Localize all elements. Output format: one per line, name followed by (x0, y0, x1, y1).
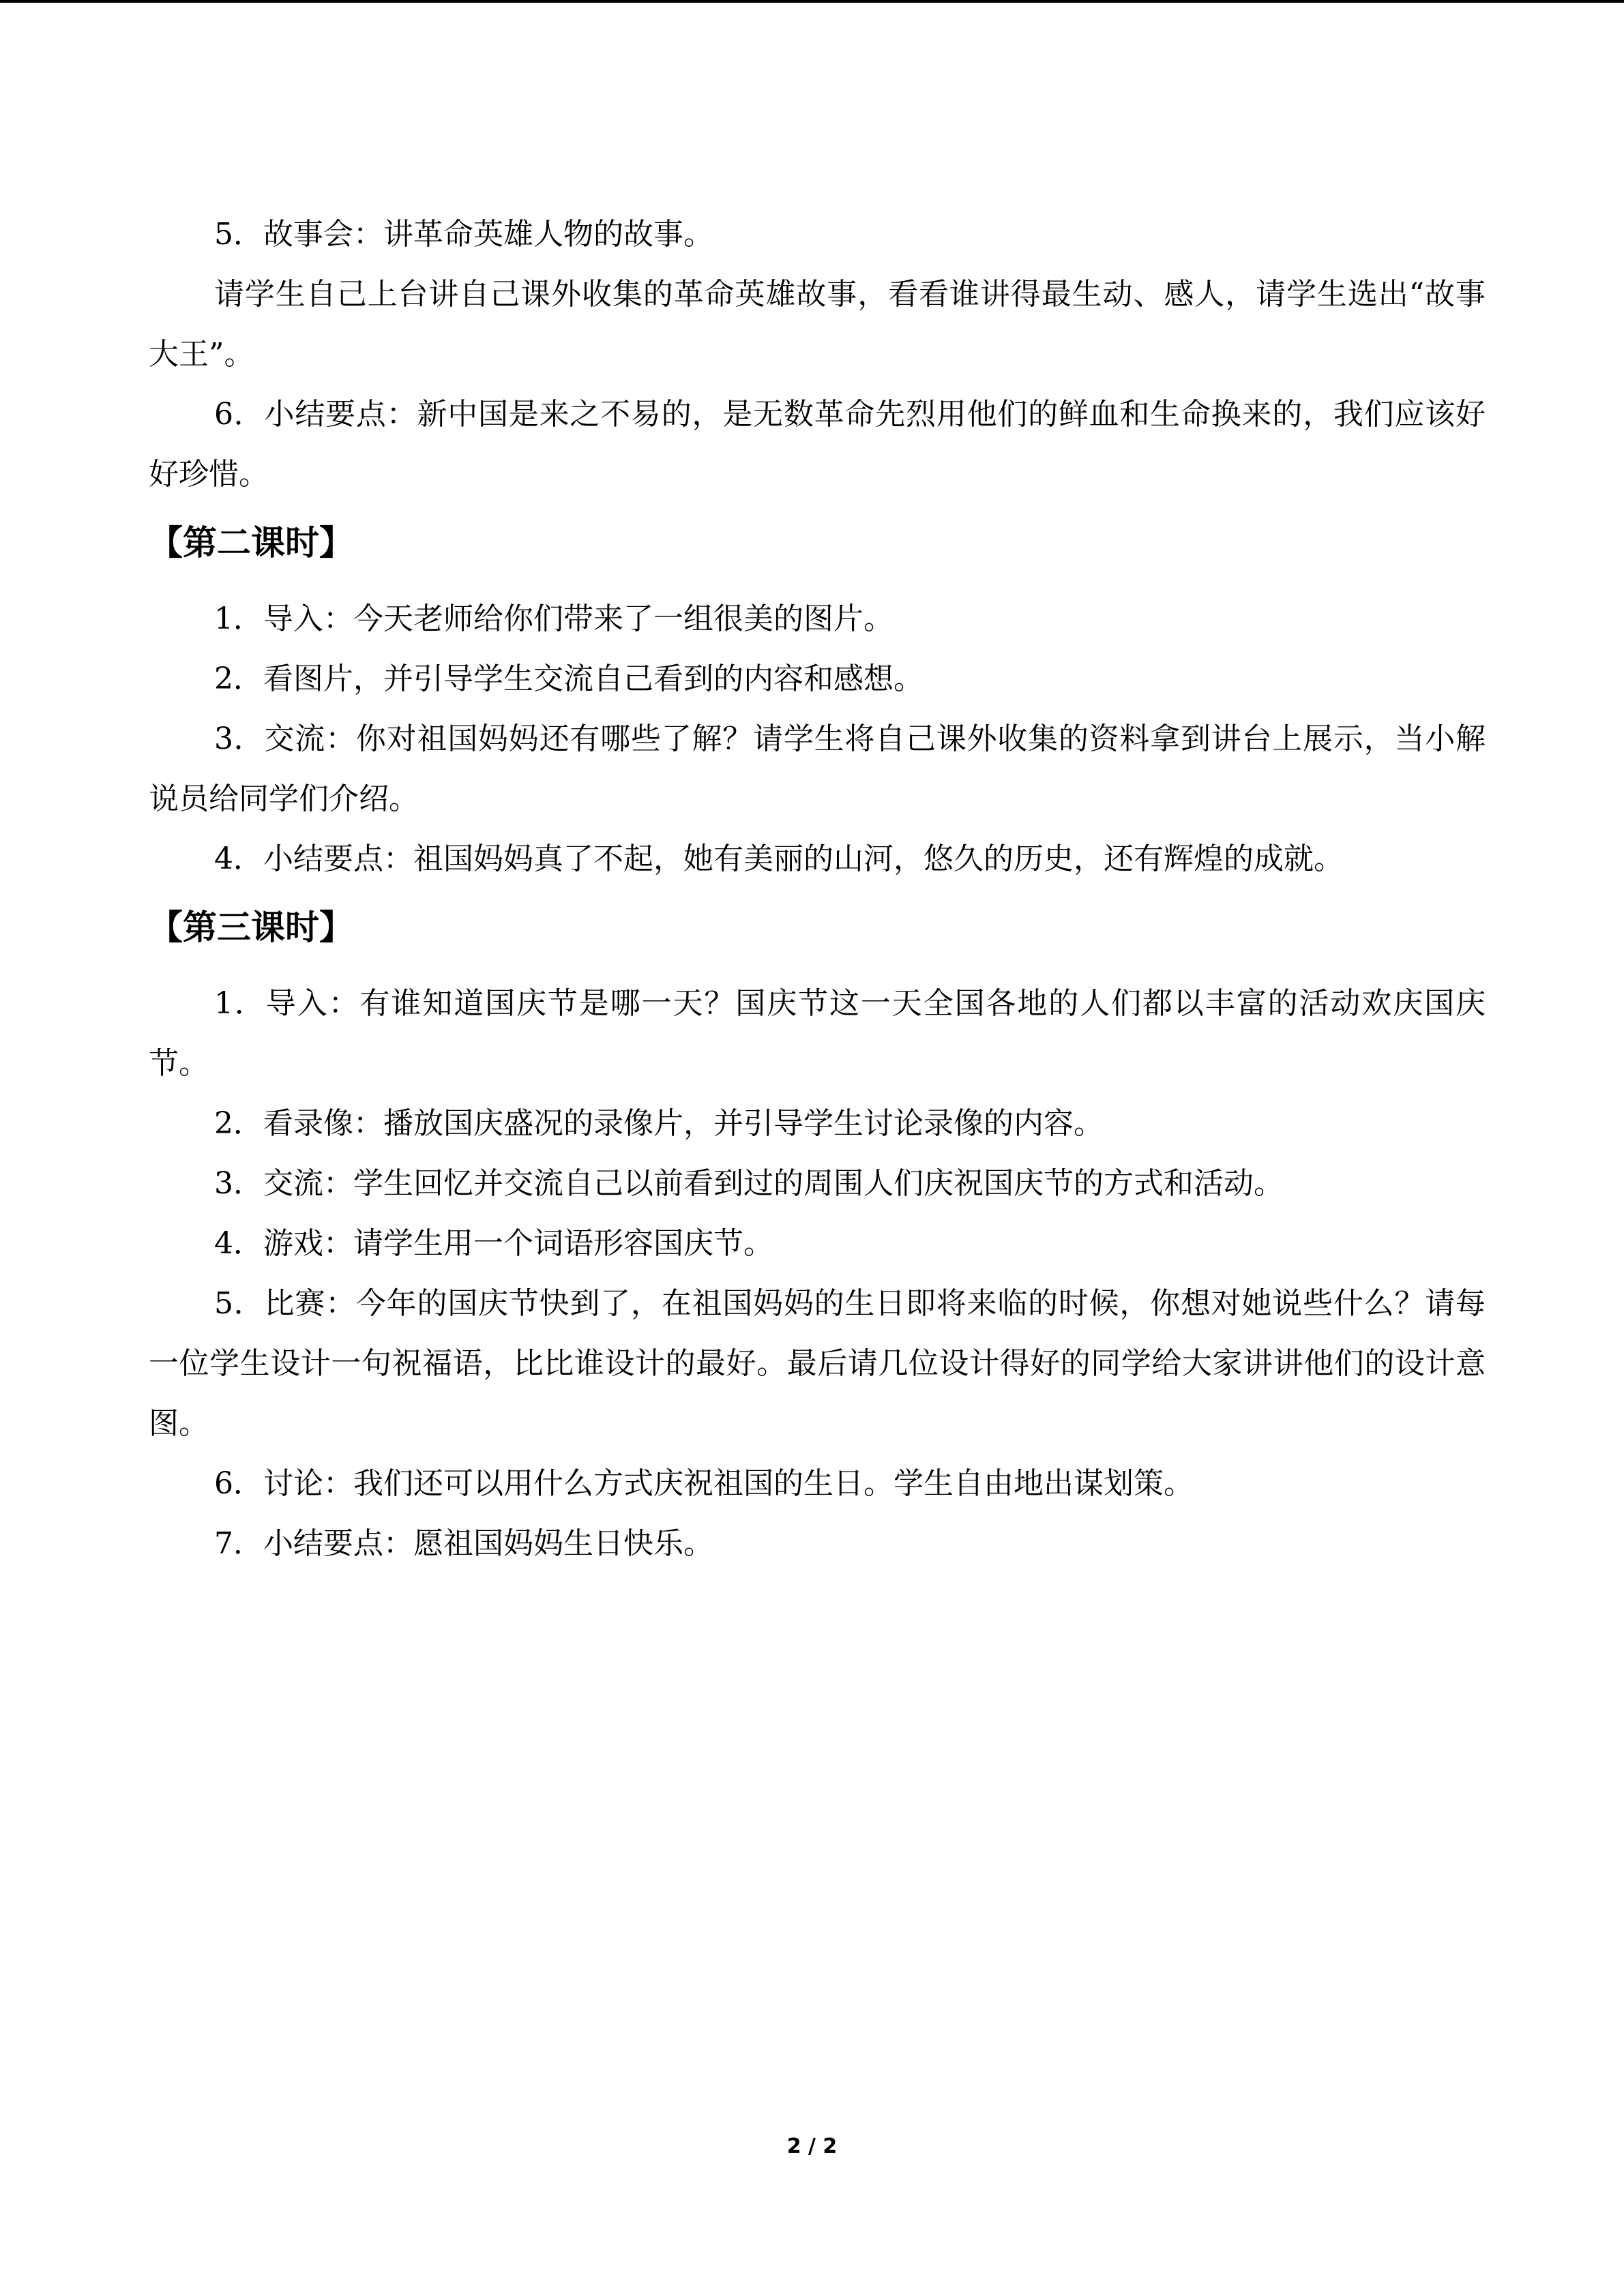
paragraph: 请学生自己上台讲自己课外收集的革命英雄故事，看看谁讲得最生动、感人，请学生选出“故事大王”。 (149, 277, 1486, 372)
paragraph: 1．导入：今天老师给你们带来了一组很美的图片。 (214, 601, 894, 636)
paragraph: 5．比赛：今年的国庆节快到了，在祖国妈妈的生日即将来临的时候，你想对她说些什么？请每一位学生设计一句祝福语，比比谁设计的最好。最后请几位设计得好的同学给大家讲讲他们的设计意图。 (149, 1286, 1486, 1441)
paragraph: 6．讨论：我们还可以用什么方式庆祝祖国的生日。学生自由地出谋划策。 (214, 1466, 1194, 1501)
section-heading: 【第二课时】 (149, 523, 353, 563)
paragraph: 3．交流：学生回忆并交流自己以前看到过的周围人们庆祝国庆节的方式和活动。 (214, 1166, 1284, 1201)
paragraph: 4．游戏：请学生用一个词语形容国庆节。 (214, 1226, 773, 1261)
section-heading: 【第三课时】 (149, 908, 353, 947)
paragraph: 6．小结要点：新中国是来之不易的，是无数革命先烈用他们的鲜血和生命换来的，我们应该好好珍惜。 (149, 397, 1486, 492)
paragraph: 4．小结要点：祖国妈妈真了不起，她有美丽的山河，悠久的历史，还有辉煌的成就。 (214, 841, 1344, 876)
paragraph: 7．小结要点：愿祖国妈妈生日快乐。 (214, 1526, 713, 1561)
paragraph: 3．交流：你对祖国妈妈还有哪些了解？请学生将自己课外收集的资料拿到讲台上展示，当小解说员给同学们介绍。 (149, 721, 1486, 816)
top-border-line (0, 0, 1624, 3)
paragraph: 2．看图片，并引导学生交流自己看到的内容和感想。 (214, 661, 924, 696)
page-number: 2 / 2 (786, 2134, 838, 2158)
paragraph: 5．故事会：讲革命英雄人物的故事。 (214, 217, 713, 252)
paragraph: 2．看录像：播放国庆盛况的录像片，并引导学生讨论录像的内容。 (214, 1106, 1104, 1141)
document-body (149, 205, 1486, 1574)
paragraph: 1．导入：有谁知道国庆节是哪一天？国庆节这一天全国各地的人们都以丰富的活动欢庆国庆节。 (149, 986, 1486, 1081)
